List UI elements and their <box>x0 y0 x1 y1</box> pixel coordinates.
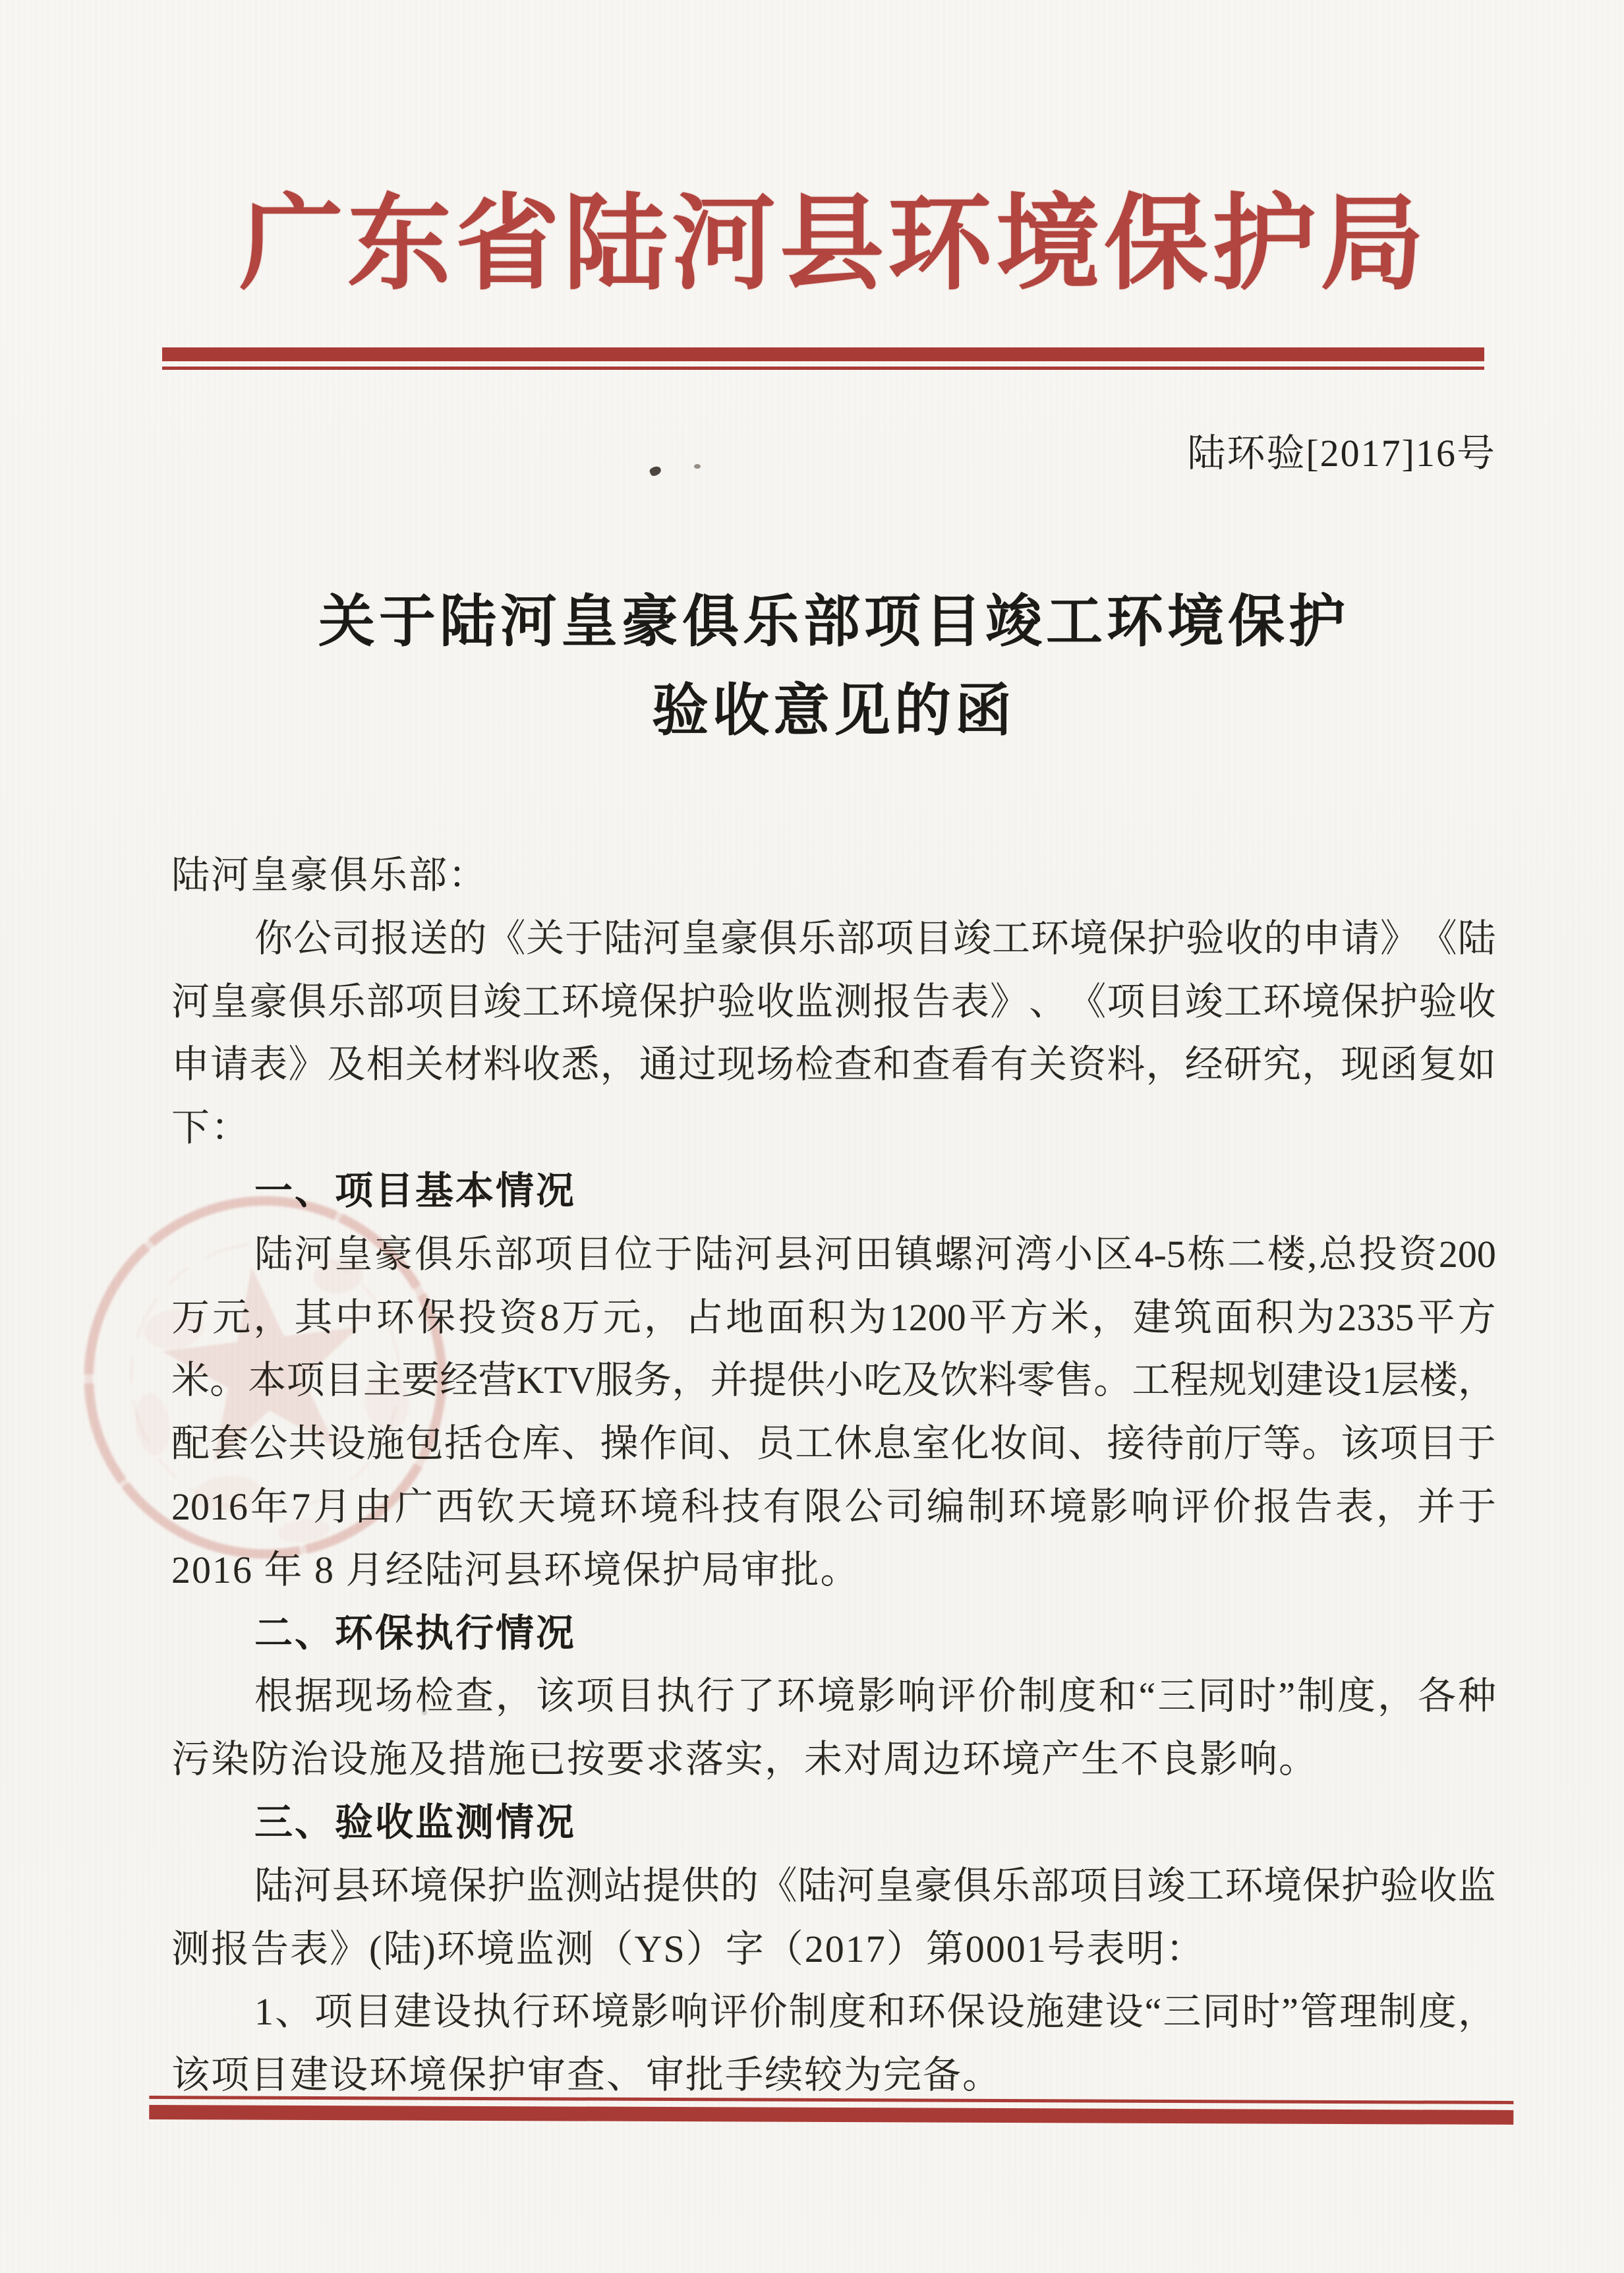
body-line: 2016 年 7 月 由 广 西 钦 天 境 环 境 科 技 有 限 公 司 编 制 环 境 影 响 评 价 报 告 表 ， 并 于 <box>171 1485 1496 1528</box>
body-line: 河 皇 豪 俱 乐 部 项 目 竣 工 环 境 保 护 验 收 监 测 报 告 表 》 、 《 项 目 竣 工 环 境 保 护 验 收 <box>171 980 1496 1023</box>
body-line: 米 。 本 项 目 主 要 经 营 KTV 服 务 ， 并 提 供 小 吃 及 饮 料 零 售 。 工 程 规 划 建 设 1 层 楼 ， <box>171 1359 1496 1402</box>
body-line: 申 请 表 》 及 相 关 材 料 收 悉 ， 通 过 现 场 检 查 和 查 看 有 关 资 料 ， 经 研 究 ， 现 函 复 如 <box>171 1043 1496 1086</box>
body-line: 陆河皇豪俱乐部： <box>171 854 488 897</box>
body-line: 配 套 公 共 设 施 包 括 仓 库 、 操 作 间 、 员 工 休 息 室 化 妆 间 、 接 待 前 厅 等 。 该 项 目 于 <box>171 1422 1496 1465</box>
section-heading: 二、环保执行情况 <box>254 1612 577 1655</box>
body-line: 下： <box>171 1106 251 1149</box>
section-heading: 三、验收监测情况 <box>254 1801 577 1844</box>
ink-speck <box>694 464 701 469</box>
footer-rules <box>148 0 1521 2273</box>
document-title-line-2: 验收意见的函 <box>652 679 1016 742</box>
footer-rule-thick <box>149 2105 1513 2125</box>
document-number: 陆环验[2017]16号 <box>1187 432 1496 475</box>
agency-letterhead-title: 广东省陆河县环境保护局 <box>239 187 1428 303</box>
document-title-line-1: 关于陆河皇豪俱乐部项目竣工环境保护 <box>318 590 1349 653</box>
body-line: 万 元 ， 其 中 环 保 投 资 8 万 元 ， 占 地 面 积 为 1200 平 方 米 ， 建 筑 面 积 为 2335 平 方 <box>171 1296 1496 1339</box>
body-line: 该项目建设环境保护审查、审批手续较为完备。 <box>171 2053 1002 2096</box>
footer-rule-thin <box>149 2096 1513 2104</box>
body-line: 根 据 现 场 检 查 ， 该 项 目 执 行 了 环 境 影 响 评 价 制 度 和 “ 三 同 时 ” 制 度 ， 各 种 <box>254 1674 1496 1717</box>
section-heading: 一、项目基本情况 <box>254 1169 577 1212</box>
body-line: 2016 年 8 月经陆河县环境保护局审批。 <box>171 1549 860 1591</box>
body-line: 你 公 司 报 送 的 《 关 于 陆 河 皇 豪 俱 乐 部 项 目 竣 工 环 境 保 护 验 收 的 申 请 》 《 陆 <box>254 917 1496 960</box>
body-line: 测报告表》(陆)环境监测（YS）字（2017）第0001号表明： <box>171 1928 1205 1970</box>
body-line: 陆 河 皇 豪 俱 乐 部 项 目 位 于 陆 河 县 河 田 镇 螺 河 湾 小 区 4-5 栋 二 楼 , 总 投 资 200 <box>254 1233 1496 1276</box>
body-line: 1 、 项 目 建 设 执 行 环 境 影 响 评 价 制 度 和 环 保 设 施 建 设 “ 三 同 时 ” 管 理 制 度 ， <box>254 1990 1496 2033</box>
ink-speck <box>422 1710 427 1715</box>
body-line: 污染防治设施及措施已按要求落实，未对周边环境产生不良影响。 <box>171 1738 1319 1781</box>
body-line: 陆 河 县 环 境 保 护 监 测 站 提 供 的 《 陆 河 皇 豪 俱 乐 部 项 目 竣 工 环 境 保 护 验 收 监 <box>254 1864 1496 1907</box>
